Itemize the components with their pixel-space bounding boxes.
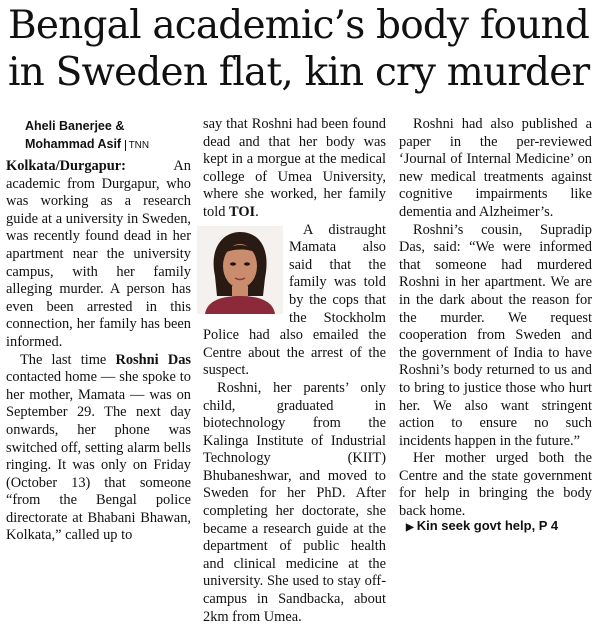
article-paragraph-6: Roshni had also published a paper in the per-reviewed ‘Journal of Internal Medicine’ on new medical treatments against cognitive impairments like dementia and Alzheimer’s. [399, 116, 592, 220]
paragraph-3-pre: say that Roshni had been found dead and that her body was kept in a morgue at the medical college of Umea University, where she worked, her family told [203, 116, 386, 220]
portrait-photo [197, 226, 283, 314]
paragraph-2-pre: The last time [20, 351, 116, 368]
article-paragraph-4: A distraught Mamata also said that the family was told by the cops that the Stockholm Police had also emailed the Centre about the arrest of the suspect. [203, 221, 386, 379]
article-column-3 [399, 116, 592, 521]
article-paragraph-2 [6, 352, 191, 546]
triangle-right-icon: ▶ [406, 522, 414, 533]
paragraph-2-post: contacted home — she spoke to her mother, Mamata — was on September 29. The next day onwards, her phone was switched off, setting alarm bells ringing. It was only on Friday (October 13) that someone “from the Bengal police directorate at Bhabani Bhawan, Kolkata,” called up to [6, 369, 191, 544]
paragraph-3-post: . [255, 203, 259, 220]
dateline: Kolkata/Durgapur: [6, 158, 126, 174]
toi-mention: TOI [229, 203, 256, 220]
byline-agency: TNN [125, 140, 150, 151]
headline-line-2: in Sweden flat, kin cry murder [8, 50, 590, 95]
headline [8, 2, 594, 96]
paragraph-1-text: An academic from Durgapur, who was working as a research guide at a university in Sweden, was recently found dead in her apartment near the university campus, with her family alleging murder. A person has even been arrested in this connection, her family has been informed. [6, 158, 191, 350]
article-column-1 [6, 116, 191, 545]
article-paragraph-5: Roshni, her parents’ only child, graduated in biotechnology from the Kalinga Institute of Industrial Technology (KIIT) Bhubaneshwar, and moved to Sweden for her PhD. After completing her doctorate, she became a research guide at the department of public health and clinical medicine at the university. She used to stay off-campus in Sandbacka, about 2km from Umea. [203, 379, 386, 625]
headline-line-1: Bengal academic’s body found [8, 3, 589, 48]
article-paragraph-8: Her mother urged both the Centre and the state government for help in bringing the body back home. [399, 450, 592, 520]
byline-author-1: Aheli Banerjee & [25, 119, 125, 133]
subject-name: Roshni Das [115, 351, 192, 368]
portrait-photo-icon [197, 226, 283, 314]
article-column-2 [203, 116, 386, 626]
continued-link[interactable] [406, 518, 558, 533]
byline-author-2-name: Mohammad Asif [25, 137, 122, 151]
article-paragraph-1 [6, 158, 191, 352]
continued-link-text: Kin seek govt help, P 4 [416, 518, 559, 533]
article-paragraph-7: Roshni’s cousin, Supradip Das, said: “We were informed that someone had murdered Roshni in her apartment. We are in the dark about the reason for the murder. We request cooperation from Sweden and the government of India to have Roshni’s body returned to us and to bring to justice those who hurt her. We also want stringent action to ensure no such incidents happen in the future.” [399, 221, 592, 449]
article-paragraph-3 [203, 116, 386, 222]
